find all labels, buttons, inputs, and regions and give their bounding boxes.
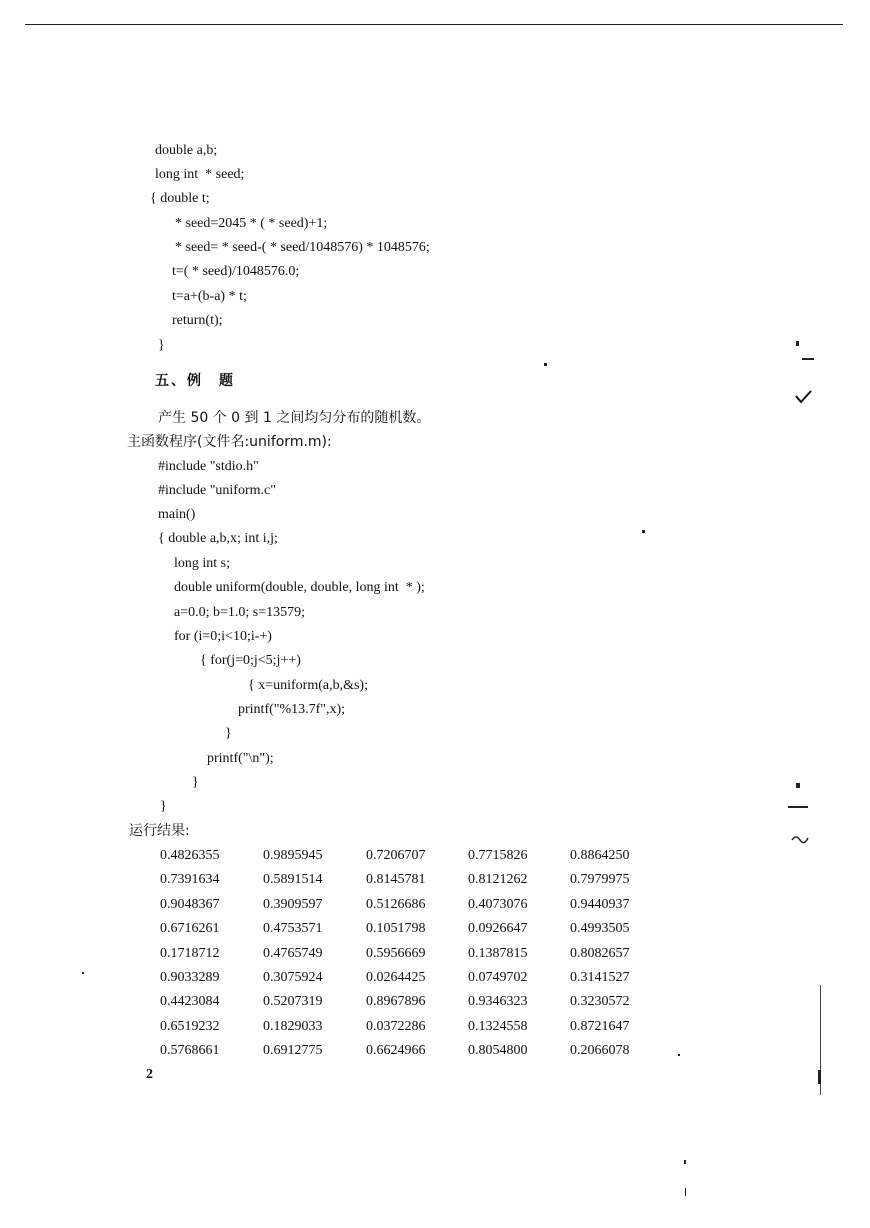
result-cell: 0.4993505 — [570, 921, 630, 936]
result-cell: 0.9346323 — [468, 994, 528, 1009]
scan-mark — [818, 1070, 821, 1084]
results-label: 运行结果: — [129, 823, 190, 839]
code-line: { for(j=0;j<5;j++) — [200, 653, 301, 668]
result-cell: 0.9033289 — [160, 970, 220, 985]
scan-mark — [678, 1054, 680, 1056]
result-cell: 0.9048367 — [160, 897, 220, 912]
result-cell: 0.4826355 — [160, 848, 220, 863]
scan-mark — [685, 1188, 686, 1196]
scan-mark — [796, 341, 799, 346]
code-line: for (i=0;i<10;i-+) — [174, 629, 272, 644]
scan-mark — [802, 358, 814, 360]
code-line: } — [158, 338, 165, 353]
page-number: 2 — [146, 1067, 153, 1082]
check-mark-icon — [794, 386, 814, 411]
section-heading: 五、例 题 — [155, 373, 235, 389]
result-cell: 0.6716261 — [160, 921, 220, 936]
result-cell: 0.4423084 — [160, 994, 220, 1009]
code-line: #include "stdio.h" — [158, 459, 259, 474]
result-cell: 0.5891514 — [263, 872, 323, 887]
result-cell: 0.9440937 — [570, 897, 630, 912]
result-cell: 0.7979975 — [570, 872, 630, 887]
header-rule — [25, 24, 843, 25]
code-line: { x=uniform(a,b,&s); — [248, 678, 368, 693]
code-line: { double t; — [150, 191, 210, 206]
result-cell: 0.8082657 — [570, 946, 630, 961]
result-cell: 0.4765749 — [263, 946, 323, 961]
result-cell: 0.8721647 — [570, 1019, 630, 1034]
result-cell: 0.3230572 — [570, 994, 630, 1009]
result-cell: 0.7715826 — [468, 848, 528, 863]
result-cell: 0.9895945 — [263, 848, 323, 863]
code-line: double a,b; — [155, 143, 218, 158]
code-line: double uniform(double, double, long int * ); — [174, 580, 425, 595]
result-cell: 0.3909597 — [263, 897, 323, 912]
result-cell: 0.3141527 — [570, 970, 630, 985]
code-line: main() — [158, 507, 196, 522]
code-line: * seed= * seed-( * seed/1048576) * 1048576; — [175, 240, 430, 255]
result-cell: 0.7391634 — [160, 872, 220, 887]
main-program-label: 主函数程序(文件名:uniform.m): — [127, 434, 332, 450]
scribble-icon — [790, 832, 810, 853]
scan-mark — [796, 783, 800, 788]
result-cell: 0.8145781 — [366, 872, 426, 887]
code-line: a=0.0; b=1.0; s=13579; — [174, 605, 306, 620]
code-line: } — [160, 799, 167, 814]
scan-mark — [642, 530, 645, 533]
result-cell: 0.5207319 — [263, 994, 323, 1009]
result-cell: 0.5956669 — [366, 946, 426, 961]
result-cell: 0.8054800 — [468, 1043, 528, 1058]
result-cell: 0.1829033 — [263, 1019, 323, 1034]
code-line: t=a+(b-a) * t; — [172, 289, 247, 304]
result-cell: 0.8121262 — [468, 872, 528, 887]
result-cell: 0.6912775 — [263, 1043, 323, 1058]
result-cell: 0.4753571 — [263, 921, 323, 936]
scan-mark — [788, 806, 808, 808]
result-cell: 0.8967896 — [366, 994, 426, 1009]
result-cell: 0.3075924 — [263, 970, 323, 985]
code-line: #include "uniform.c" — [158, 483, 276, 498]
result-cell: 0.2066078 — [570, 1043, 630, 1058]
result-cell: 0.1718712 — [160, 946, 220, 961]
result-cell: 0.0372286 — [366, 1019, 426, 1034]
result-cell: 0.6624966 — [366, 1043, 426, 1058]
code-line: { double a,b,x; int i,j; — [158, 531, 278, 546]
scan-mark — [544, 363, 547, 366]
code-line: long int s; — [174, 556, 231, 571]
result-cell: 0.6519232 — [160, 1019, 220, 1034]
result-cell: 0.5768661 — [160, 1043, 220, 1058]
result-cell: 0.0264425 — [366, 970, 426, 985]
code-line: printf("\n"); — [207, 751, 274, 766]
code-line: printf("%13.7f",x); — [238, 702, 346, 717]
result-cell: 0.4073076 — [468, 897, 528, 912]
code-line: } — [192, 775, 199, 790]
result-cell: 0.7206707 — [366, 848, 426, 863]
code-line: } — [225, 726, 232, 741]
result-cell: 0.8864250 — [570, 848, 630, 863]
result-cell: 0.1051798 — [366, 921, 426, 936]
result-cell: 0.5126686 — [366, 897, 426, 912]
intro-text: 产生 50 个 0 到 1 之间均匀分布的随机数。 — [158, 410, 431, 426]
code-line: * seed=2045 * ( * seed)+1; — [175, 216, 328, 231]
result-cell: 0.1387815 — [468, 946, 528, 961]
code-line: long int * seed; — [155, 167, 245, 182]
result-cell: 0.0749702 — [468, 970, 528, 985]
scan-mark — [82, 972, 84, 974]
result-cell: 0.1324558 — [468, 1019, 528, 1034]
code-line: t=( * seed)/1048576.0; — [172, 264, 300, 279]
scan-mark — [684, 1160, 686, 1164]
code-line: return(t); — [172, 313, 223, 328]
result-cell: 0.0926647 — [468, 921, 528, 936]
